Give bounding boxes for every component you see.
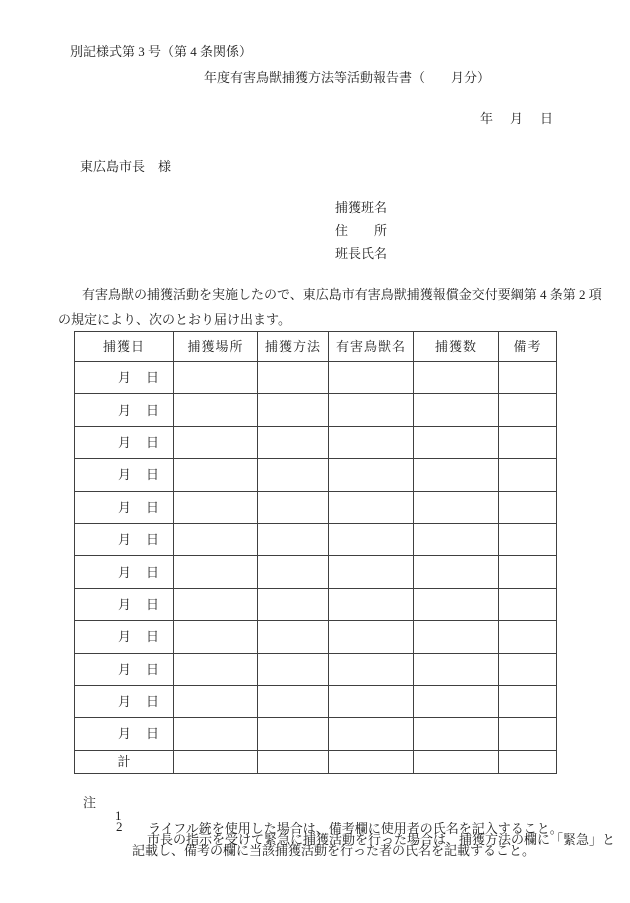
month-label: 月	[510, 111, 524, 126]
note-1-number: 1	[115, 808, 122, 823]
table-header-cell: 捕獲日	[75, 332, 174, 362]
month-label: 月	[117, 402, 131, 418]
date-cell-labels	[75, 718, 173, 749]
date-cell-labels	[75, 362, 173, 393]
capture-date-cell	[75, 621, 174, 653]
empty-cell	[174, 362, 258, 394]
empty-cell	[258, 621, 329, 653]
empty-cell	[499, 523, 557, 555]
date-line	[480, 112, 553, 125]
empty-cell	[499, 718, 557, 750]
empty-cell	[174, 459, 258, 491]
day-label: 日	[145, 726, 159, 742]
empty-cell	[414, 394, 499, 426]
table-row	[75, 556, 557, 588]
table-row	[75, 459, 557, 491]
empty-cell	[414, 588, 499, 620]
table-row	[75, 523, 557, 555]
field-address: 住 所	[335, 223, 388, 238]
empty-cell	[174, 491, 258, 523]
table-header-row	[75, 332, 557, 362]
total-label-cell: 計	[75, 750, 174, 773]
empty-cell	[414, 718, 499, 750]
day-label: 日	[145, 467, 159, 483]
empty-cell	[329, 653, 414, 685]
table-row	[75, 588, 557, 620]
empty-cell	[329, 685, 414, 717]
month-label: 月	[117, 661, 131, 677]
date-cell-labels	[75, 427, 173, 458]
empty-cell	[414, 556, 499, 588]
day-label: 日	[540, 111, 554, 126]
day-label: 日	[145, 596, 159, 612]
table-header-cell: 有害鳥獣名	[329, 332, 414, 362]
empty-cell	[414, 653, 499, 685]
empty-cell	[414, 523, 499, 555]
month-label: 月	[117, 629, 131, 645]
day-label: 日	[145, 499, 159, 515]
capture-date-cell	[75, 459, 174, 491]
empty-cell	[174, 653, 258, 685]
empty-cell	[499, 556, 557, 588]
empty-cell	[414, 750, 499, 773]
capture-date-cell	[75, 394, 174, 426]
empty-cell	[329, 426, 414, 458]
capture-date-cell	[75, 718, 174, 750]
table-row	[75, 653, 557, 685]
date-cell-labels	[75, 654, 173, 685]
date-cell-labels	[75, 459, 173, 490]
date-cell-labels	[75, 621, 173, 652]
month-label: 月	[117, 564, 131, 580]
empty-cell	[499, 621, 557, 653]
empty-cell	[414, 491, 499, 523]
capture-report-table	[74, 331, 557, 774]
table-row	[75, 621, 557, 653]
empty-cell	[499, 653, 557, 685]
table-row	[75, 491, 557, 523]
table-row	[75, 394, 557, 426]
empty-cell	[499, 491, 557, 523]
month-label: 月	[117, 499, 131, 515]
empty-cell	[174, 588, 258, 620]
form-style-number: 別記様式第 3 号（第 4 条関係）	[70, 44, 253, 59]
empty-cell	[499, 459, 557, 491]
empty-cell	[414, 621, 499, 653]
day-label: 日	[145, 661, 159, 677]
month-label: 月	[117, 694, 131, 710]
capture-date-cell	[75, 588, 174, 620]
day-label: 日	[145, 370, 159, 386]
empty-cell	[258, 653, 329, 685]
note-2-number: 2	[116, 819, 123, 834]
empty-cell	[258, 523, 329, 555]
empty-cell	[258, 394, 329, 426]
empty-cell	[174, 426, 258, 458]
year-label: 年	[480, 111, 494, 126]
empty-cell	[258, 718, 329, 750]
empty-cell	[414, 459, 499, 491]
date-cell-labels	[75, 394, 173, 425]
day-label: 日	[145, 694, 159, 710]
field-leader-name: 班長氏名	[335, 246, 388, 261]
empty-cell	[499, 362, 557, 394]
table-row	[75, 362, 557, 394]
month-label: 月	[117, 370, 131, 386]
empty-cell	[329, 588, 414, 620]
empty-cell	[174, 621, 258, 653]
day-label: 日	[145, 532, 159, 548]
empty-cell	[258, 362, 329, 394]
note-2-text-line-2: 記載し、備考の欄に当該捕獲活動を行った者の氏名を記載すること。	[132, 843, 536, 858]
empty-cell	[258, 426, 329, 458]
note-1-text: ライフル銃を使用した場合は、備考欄に使用者の氏名を記入すること。	[148, 821, 563, 836]
empty-cell	[329, 621, 414, 653]
table-header-cell: 備考	[499, 332, 557, 362]
empty-cell	[329, 491, 414, 523]
table-header-cell: 捕獲方法	[258, 332, 329, 362]
capture-date-cell	[75, 491, 174, 523]
table-header-cell: 捕獲場所	[174, 332, 258, 362]
date-cell-labels	[75, 492, 173, 523]
table-header-cell: 捕獲数	[414, 332, 499, 362]
empty-cell	[329, 362, 414, 394]
empty-cell	[174, 750, 258, 773]
month-label: 月	[117, 434, 131, 450]
empty-cell	[329, 523, 414, 555]
month-label: 月	[117, 596, 131, 612]
empty-cell	[174, 394, 258, 426]
capture-date-cell	[75, 653, 174, 685]
empty-cell	[174, 523, 258, 555]
empty-cell	[329, 718, 414, 750]
field-capture-team-name: 捕獲班名	[335, 200, 388, 215]
empty-cell	[174, 685, 258, 717]
capture-date-cell	[75, 426, 174, 458]
empty-cell	[414, 685, 499, 717]
empty-cell	[499, 685, 557, 717]
empty-cell	[258, 459, 329, 491]
empty-cell	[499, 426, 557, 458]
empty-cell	[258, 750, 329, 773]
body-paragraph-line-2: の規定により、次のとおり届け出ます。	[58, 312, 291, 327]
empty-cell	[174, 718, 258, 750]
empty-cell	[499, 588, 557, 620]
capture-date-cell	[75, 556, 174, 588]
day-label: 日	[145, 402, 159, 418]
capture-date-cell	[75, 362, 174, 394]
addressee-mayor: 東広島市長 様	[80, 159, 172, 174]
empty-cell	[499, 750, 557, 773]
empty-cell	[329, 750, 414, 773]
empty-cell	[329, 394, 414, 426]
empty-cell	[258, 685, 329, 717]
table-row	[75, 685, 557, 717]
day-label: 日	[145, 629, 159, 645]
month-label: 月	[117, 467, 131, 483]
empty-cell	[329, 459, 414, 491]
empty-cell	[414, 426, 499, 458]
empty-cell	[174, 556, 258, 588]
note-line-3	[0, 831, 630, 870]
empty-cell	[258, 588, 329, 620]
date-cell-labels	[75, 524, 173, 555]
empty-cell	[258, 491, 329, 523]
total-row	[75, 750, 557, 773]
page-title: 年度有害鳥獣捕獲方法等活動報告書（ 月分）	[204, 70, 491, 85]
day-label: 日	[145, 434, 159, 450]
capture-date-cell	[75, 523, 174, 555]
empty-cell	[414, 362, 499, 394]
empty-cell	[329, 556, 414, 588]
empty-cell	[499, 394, 557, 426]
note-2-text-line-1: 市長の指示を受けて緊急に捕獲活動を行った場合は、捕獲方法の欄に「緊急」と	[147, 832, 616, 847]
date-cell-labels	[75, 589, 173, 620]
table-row	[75, 426, 557, 458]
capture-date-cell	[75, 685, 174, 717]
day-label: 日	[145, 564, 159, 580]
month-label: 月	[117, 532, 131, 548]
date-cell-labels	[75, 556, 173, 587]
date-cell-labels	[75, 686, 173, 717]
table-row	[75, 718, 557, 750]
note-marker: 注	[83, 795, 97, 810]
month-label: 月	[117, 726, 131, 742]
body-paragraph-line-1: 有害鳥獣の捕獲活動を実施したので、東広島市有害鳥獣捕獲報償金交付要綱第 4 条第 2 項	[82, 287, 602, 302]
empty-cell	[258, 556, 329, 588]
